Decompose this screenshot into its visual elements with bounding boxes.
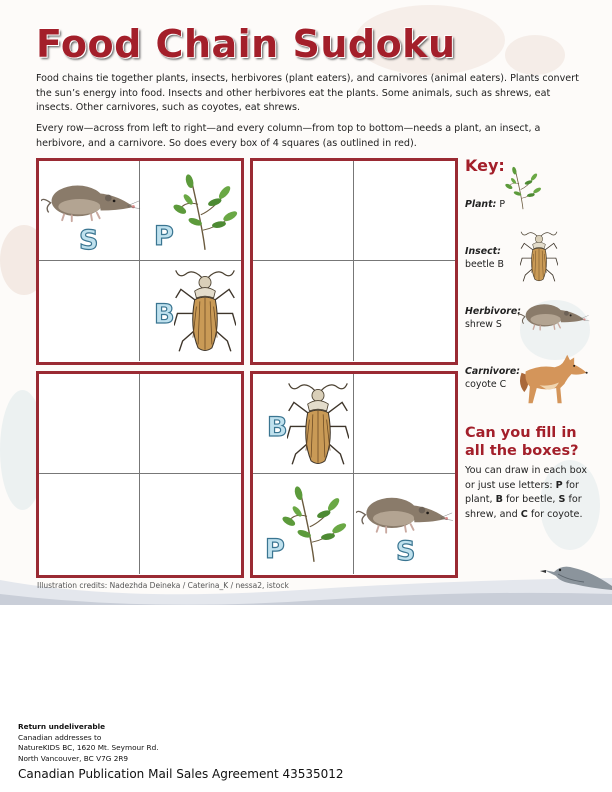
challenge-instructions [465, 464, 590, 522]
cell-letter: B [267, 412, 288, 443]
return-line: North Vancouver, BC V7G 2R9 [18, 753, 129, 763]
letter-p: P [555, 479, 563, 491]
grid-cell[interactable] [253, 474, 354, 574]
return-line: NatureKIDS BC, 1620 Mt. Seymour Rd. [18, 743, 159, 752]
grid-cell[interactable] [39, 474, 140, 574]
grid-cell[interactable] [39, 261, 140, 361]
instructions-text: for coyote. [527, 508, 583, 520]
letter-b: B [495, 494, 503, 505]
grid-cell[interactable] [354, 261, 455, 361]
key-carnivore-label [465, 365, 520, 391]
cell-letter: P [154, 221, 174, 252]
sudoku-box [36, 158, 244, 365]
sudoku-box [36, 371, 244, 578]
beetle-icon [520, 228, 558, 284]
shrew-icon [356, 486, 454, 536]
publication-agreement: Canadian Publication Mail Sales Agreement 43535012 [18, 767, 344, 781]
sudoku-box [250, 158, 458, 365]
illustration-credits: Illustration credits: Nadezhda Deineka / Caterina_K / nessa2, istock [37, 581, 289, 590]
beetle-icon [174, 263, 236, 357]
instructions-text: for plant, [465, 479, 579, 505]
grid-cell[interactable] [253, 374, 354, 474]
cell-letter: S [79, 225, 99, 256]
grid-cell[interactable] [253, 161, 354, 261]
grid-cell[interactable] [39, 161, 140, 261]
grid-cell[interactable] [354, 161, 455, 261]
return-address [18, 722, 159, 764]
key-title: Key: [465, 156, 505, 175]
beetle-icon [287, 376, 349, 470]
letter-s: S [558, 494, 566, 505]
cell-letter: P [265, 534, 285, 565]
bird-icon [540, 556, 612, 596]
key-plant-title: Plant: [465, 199, 497, 210]
key-herbivore-label [465, 305, 521, 331]
key-insect-value: beetle B [465, 259, 504, 270]
challenge-line-1: Can you fill in [465, 425, 577, 441]
coyote-icon [516, 350, 588, 408]
challenge-heading [465, 424, 595, 460]
leaf-sprig-icon [170, 167, 240, 257]
grid-cell[interactable] [140, 161, 241, 261]
key-insect-label [465, 245, 504, 271]
key-carnivore-title: Carnivore: [465, 366, 521, 377]
paint-splat [505, 35, 565, 75]
instructions-text: for shrew, and [465, 494, 582, 520]
challenge-line-2: all the boxes? [465, 443, 579, 459]
shrew-icon [41, 173, 141, 225]
grid-cell[interactable] [140, 374, 241, 474]
return-heading: Return undeliverable [18, 722, 106, 731]
return-line: Canadian addresses to [18, 732, 102, 742]
cell-letter: S [396, 536, 416, 567]
rules-paragraph: Every row—across from left to right—and every column—from top to bottom—needs a plant, an insect, a herbivore, and a carnivore. So does every box of 4 squares (as outlined in red). [36, 123, 541, 149]
key-herbivore-value: shrew S [465, 319, 502, 330]
key-plant-value: P [499, 199, 505, 210]
sudoku-box [250, 371, 458, 578]
key-insect-title: Insect: [465, 246, 501, 257]
grid-cell[interactable] [39, 374, 140, 474]
grid-cell[interactable] [354, 474, 455, 574]
leaf-sprig-icon [279, 480, 349, 568]
cell-letter: B [154, 299, 175, 330]
grid-cell[interactable] [140, 474, 241, 574]
sudoku-grid [36, 158, 458, 578]
grid-cell[interactable] [354, 374, 455, 474]
page-title: Food Chain Sudoku [36, 22, 456, 66]
intro-paragraph: Food chains tie together plants, insects, herbivores (plant eaters), and carnivores (animal eaters). Plants convert the sun’s energy into food. Insects and other herbivores eat the plants. Some animals, such as shrews, eat insects. Other carnivores, such as coyotes, eat shrews. [36, 73, 579, 113]
key-carnivore-value: coyote C [465, 379, 507, 390]
instructions-text: for beetle, [502, 494, 559, 505]
grid-cell[interactable] [253, 261, 354, 361]
instructions-text: You can draw in each box or just use letters: [465, 465, 588, 491]
key-herbivore-title: Herbivore: [465, 306, 522, 317]
letter-c: C [520, 508, 528, 520]
grid-cell[interactable] [140, 261, 241, 361]
shrew-icon [518, 296, 590, 332]
leaf-sprig-icon [503, 166, 543, 210]
key-plant-label [465, 198, 505, 211]
